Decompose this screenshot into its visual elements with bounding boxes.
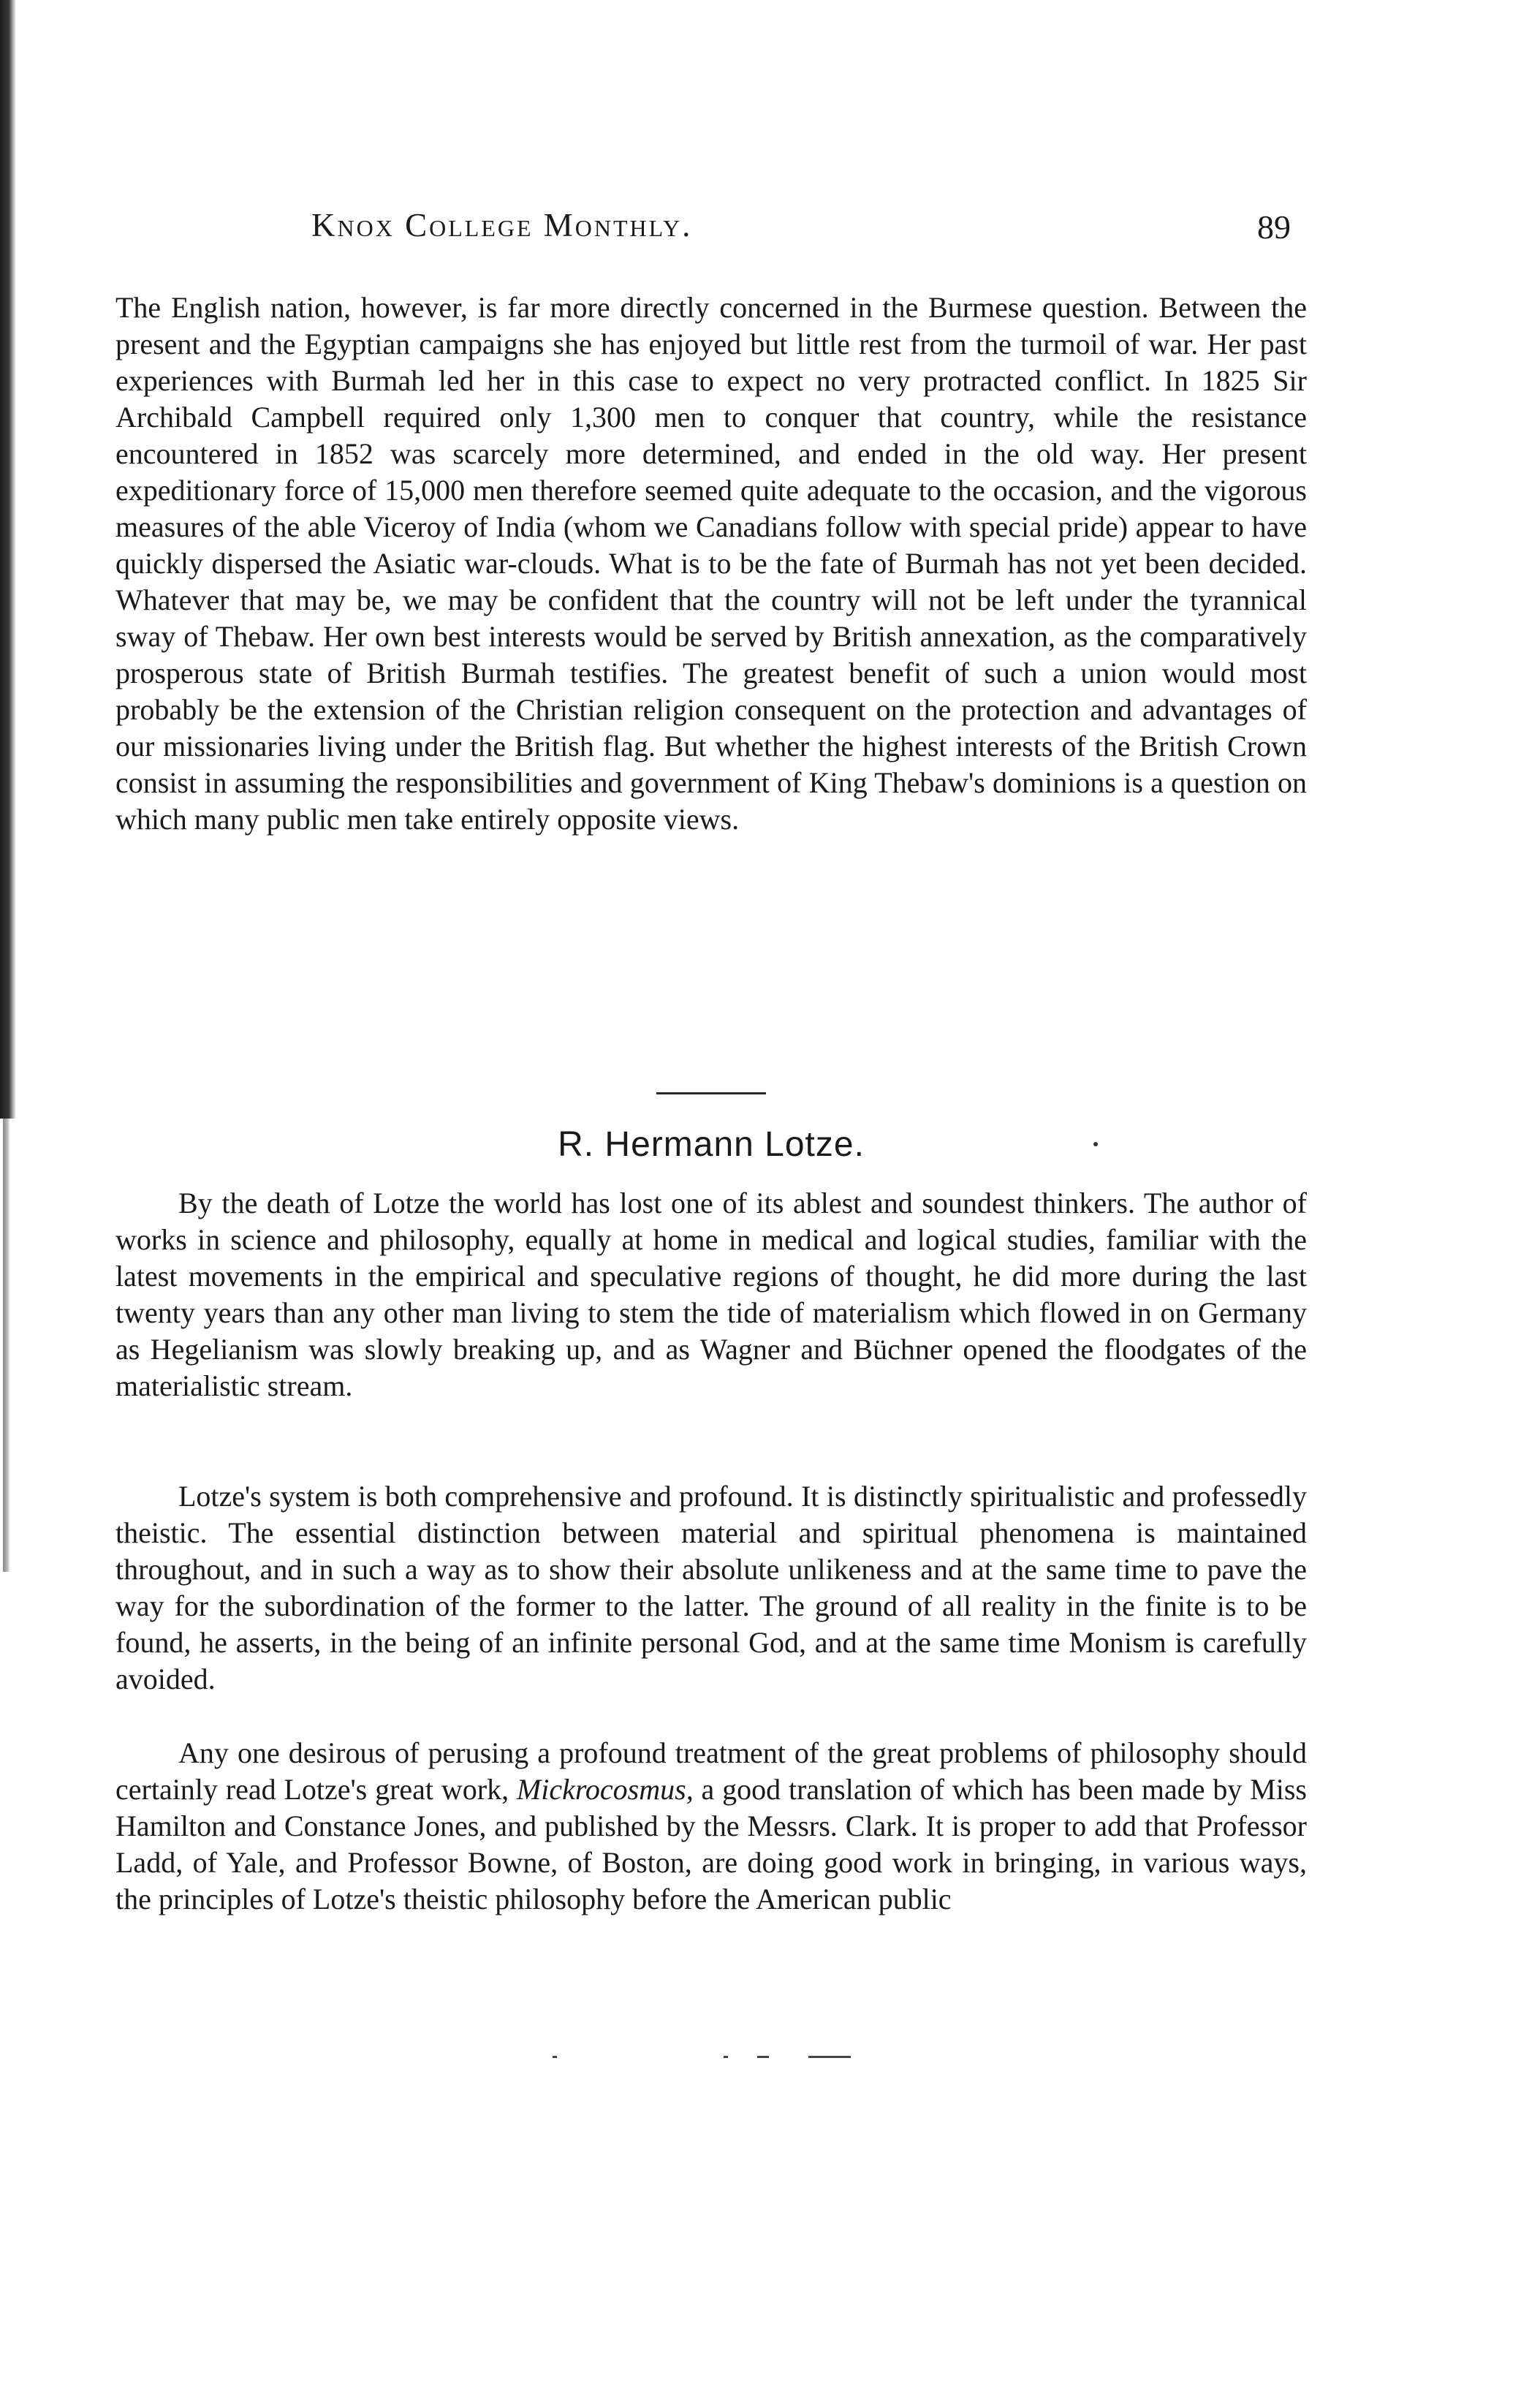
page-binding-shadow-lower (3, 1119, 10, 1572)
section-heading-lotze: R. Hermann Lotze. (558, 1125, 865, 1164)
journal-title: Knox College Monthly. (311, 207, 693, 243)
mikrokosmus-title: Mickrocosmus, (516, 1773, 694, 1806)
page-binding-shadow (0, 0, 16, 1119)
lotze-paragraph-1: By the death of Lotze the world has lost one of its ablest and soundest thinkers. The author of works in science and philosophy, equally at home in medical and logical studies, familiar with the latest movements in the empirical and speculative regions of thought, he did more during the last twenty years than any other man living to stem the tide of materialism which flowed in on Germany as Hegelianism was slowly breaking up, and as Wagner and Büchner opened the floodgates of the materialistic stream. (115, 1187, 1307, 1402)
end-mark (808, 2056, 851, 2058)
end-of-page-marks (115, 2056, 1307, 2063)
section-divider-rule (656, 1092, 766, 1094)
lotze-paragraph-3-text-after: a good translation of which has been made by Miss Hamilton and Constance Jones, and published by the Messrs. Clark. It is proper to add that Professor Ladd, of Yale, and Professor Bowne, of Boston, are doing good work in bringing, in various ways, the principles of Lotze's theistic philosophy before the American public (115, 1773, 1307, 1915)
lotze-paragraph-3 (115, 1735, 1307, 1918)
burmese-question-paragraph: The English nation, however, is far more directly concerned in the Burmese question. Between the present and the Egyptian campaigns she has enjoyed but little rest from the turmoil of war. Her past experiences with Burmah led her in this case to expect no very protracted conflict. In 1825 Sir Archibald Campbell required only 1,300 men to conquer that country, while the resistance encountered in 1852 was scarcely more determined, and ended in the old way. Her present expeditionary force of 15,000 men therefore seemed quite adequate to the occasion, and the vigorous measures of the able Viceroy of India (whom we Canadians follow with special pride) appear to have quickly dispersed the Asiatic war-clouds. What is to be the fate of Burmah has not yet been decided. Whatever that may be, we may be confident that the country will not be left under the tyrannical sway of Thebaw. Her own best interests would be served by British annexation, as the comparatively prosperous state of British Burmah testifies. The greatest benefit of such a union would most probably be the extension of the Christian religion consequent on the protection and advantages of our missionaries living under the British flag. But whether the highest interests of the British Crown consist in assuming the responsibilities and government of King Thebaw's dominions is a question on which many public men take entirely opposite views. (115, 291, 1307, 836)
lotze-paragraph-2: Lotze's system is both comprehensive and profound. It is distinctly spiritualistic and professedly theistic. The essential distinction between material and spiritual phenomena is maintained throughout, and in such a way as to show their absolute unlikeness and at the same time to pave the way for the subordination of the former to the latter. The ground of all reality in the finite is to be found, he asserts, in the being of an infinite personal God, and at the same time Monism is carefully avoided. (115, 1480, 1307, 1695)
end-mark (757, 2056, 769, 2058)
lotze-paragraph-3-text-before: Any one desirous of perusing a profound treatment of the great problems of philosophy should certainly read Lotze's great work, (115, 1736, 1307, 1806)
end-mark (724, 2056, 728, 2058)
page-number: 89 (1257, 208, 1291, 246)
running-head (115, 206, 1307, 250)
print-speck (1093, 1142, 1098, 1146)
end-mark (553, 2056, 557, 2058)
